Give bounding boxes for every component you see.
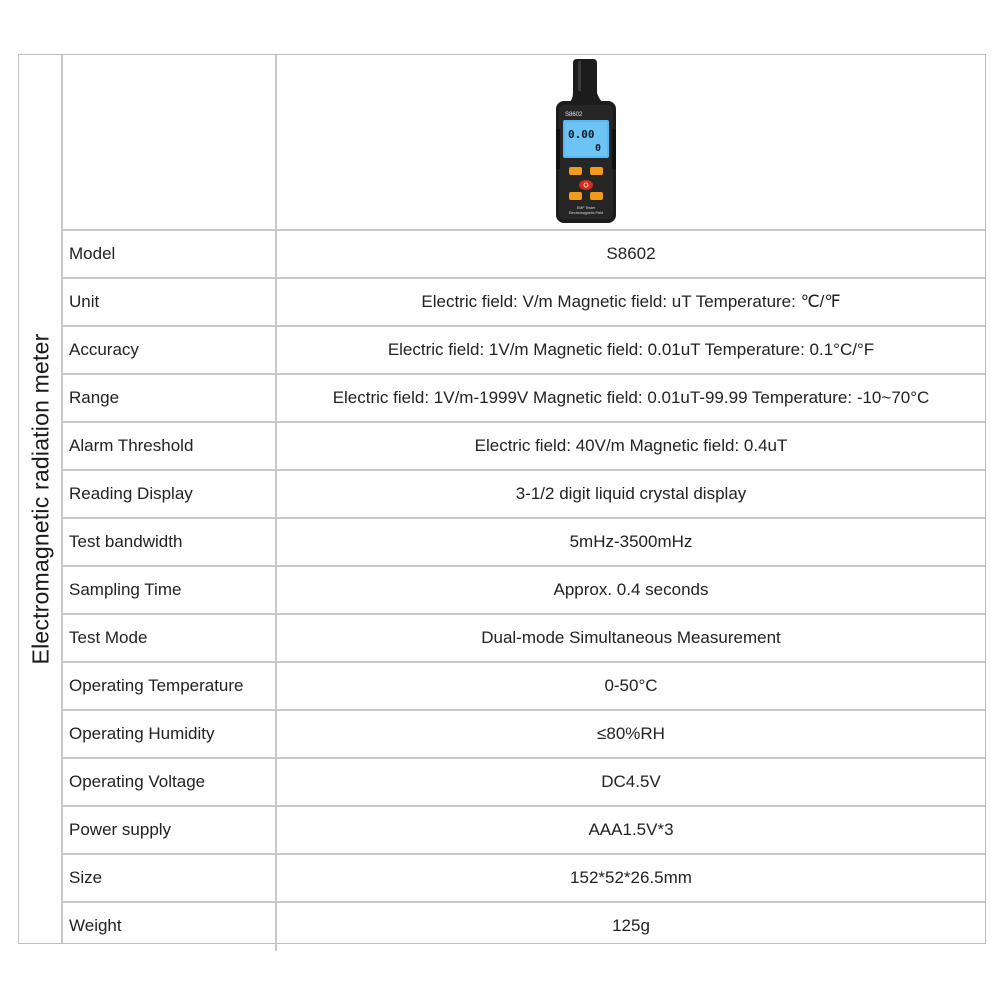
side-title: Electromagnetic radiation meter: [27, 333, 54, 665]
empty-label-cell: [63, 55, 277, 231]
svg-text:S8602: S8602: [565, 112, 583, 118]
table-row: [63, 759, 985, 807]
spec-value: 125g: [612, 916, 650, 935]
spec-value: Electric field: 1V/m-1999V Magnetic field: 0.01uT-99.99 Temperature: -10~70°C: [332, 388, 930, 407]
spec-value: DC4.5V: [601, 772, 661, 791]
spec-value: 5mHz-3500mHz: [569, 532, 693, 551]
spec-label: Weight: [63, 903, 277, 951]
spec-label: Operating Voltage: [63, 759, 277, 805]
table-row: [63, 471, 985, 519]
spec-label: Accuracy: [63, 327, 277, 373]
table-row: [63, 807, 985, 855]
table-row: [63, 855, 985, 903]
table-row: [63, 615, 985, 663]
spec-value: Electric field: V/m Magnetic field: uT Temperature: ℃/℉: [421, 292, 841, 311]
spec-label: Operating Temperature: [63, 663, 277, 709]
table-row: [63, 663, 985, 711]
table-row: [63, 519, 985, 567]
table-row: [63, 231, 985, 279]
table-row: [63, 903, 985, 951]
spec-label: Power supply: [63, 807, 277, 853]
spec-label: Test Mode: [63, 615, 277, 661]
spec-label: Reading Display: [63, 471, 277, 517]
svg-text:0: 0: [595, 143, 602, 154]
svg-text:Electromagnetic Field: Electromagnetic Field: [568, 211, 604, 215]
spec-rows: [63, 231, 985, 951]
table-row: [63, 423, 985, 471]
spec-sheet: [18, 54, 986, 944]
spec-label: Model: [63, 231, 277, 277]
spec-value: Electric field: 40V/m Magnetic field: 0.4uT: [474, 436, 788, 455]
spec-label: Sampling Time: [63, 567, 277, 613]
spec-label: Test bandwidth: [63, 519, 277, 565]
spec-value: 152*52*26.5mm: [570, 868, 692, 887]
spec-label: Range: [63, 375, 277, 421]
spec-value: 3-1/2 digit liquid crystal display: [515, 484, 747, 503]
emf-meter-image: [555, 59, 617, 225]
spec-value: ≤80%RH: [597, 724, 665, 743]
spec-value: Approx. 0.4 seconds: [553, 580, 709, 599]
spec-table: [63, 55, 985, 943]
spec-label: Alarm Threshold: [63, 423, 277, 469]
side-title-column: [19, 55, 63, 943]
spec-value: Electric field: 1V/m Magnetic field: 0.01uT Temperature: 0.1°C/°F: [387, 340, 875, 359]
table-row: [63, 567, 985, 615]
table-row: [63, 327, 985, 375]
table-row: [63, 711, 985, 759]
spec-value: Dual-mode Simultaneous Measurement: [481, 628, 781, 647]
table-row: [63, 375, 985, 423]
svg-text:EMF Tester: EMF Tester: [576, 206, 596, 210]
spec-value: S8602: [606, 244, 656, 263]
spec-value: AAA1.5V*3: [588, 820, 674, 839]
svg-text:0.00: 0.00: [568, 128, 595, 141]
product-image-cell: [277, 55, 985, 231]
spec-label: Operating Humidity: [63, 711, 277, 757]
spec-label: Size: [63, 855, 277, 901]
spec-value: 0-50°C: [604, 676, 658, 695]
spec-label: Unit: [63, 279, 277, 325]
product-image-row: [63, 55, 985, 231]
table-row: [63, 279, 985, 327]
